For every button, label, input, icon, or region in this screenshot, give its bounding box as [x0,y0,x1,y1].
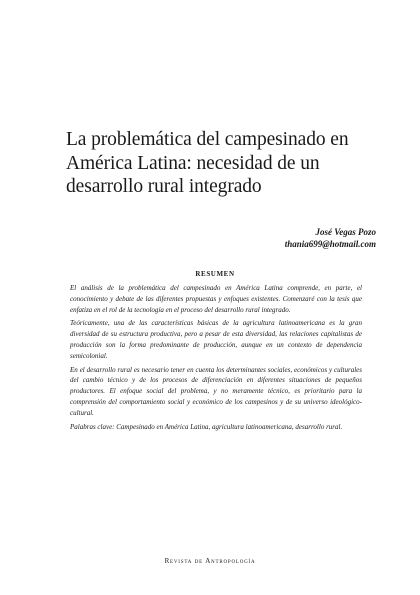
abstract-paragraph: El análisis de la problemática del campesinado en América Latina comprende, en parte, el conocimiento y debate de las diferentes propuestas y enfoques existentes. Comenzaré con la tesis que enfatiza en el rol de la tecnología en el proceso del desarrollo rural integrado. [70,284,362,314]
abstract-paragraph: En el desarrollo rural es necesario tener en cuenta los determinantes sociales, económicos y culturales del cambio técnico y de los procesos de diferenciación en diferentes situaciones de pequeños productores. El enfoque social del problema, y no meramente técnico, es prioritario para la comprensión del comportamiento social y económico de los campesinos y de su universo ideológico-cultural. [70,365,362,417]
author-block [285,226,376,250]
author-email: thania699@hotmail.com [284,239,376,249]
keywords-paragraph: Palabras clave: Campesinado en América Latina, agricultura latinoamericana, desarrollo rural. [70,422,343,431]
abstract-heading: RESUMEN [195,270,235,278]
journal-footer: Revista de Antropología [164,557,256,565]
abstract-paragraph: Teóricamente, una de las características básicas de la agricultura latinoamericana es la gran diversidad de su estructura productiva, pero a pesar de esta diversidad, las relaciones capitalistas de producción son la forma predominante de producción, aunque en un contexto de dependencia semicolonial. [70,319,362,360]
author-name: José Vegas Pozo [315,227,376,237]
article-title: La problemática del campesinado en América Latina: necesidad de un desarrollo rural integrado [66,129,349,197]
abstract-body [70,283,362,435]
